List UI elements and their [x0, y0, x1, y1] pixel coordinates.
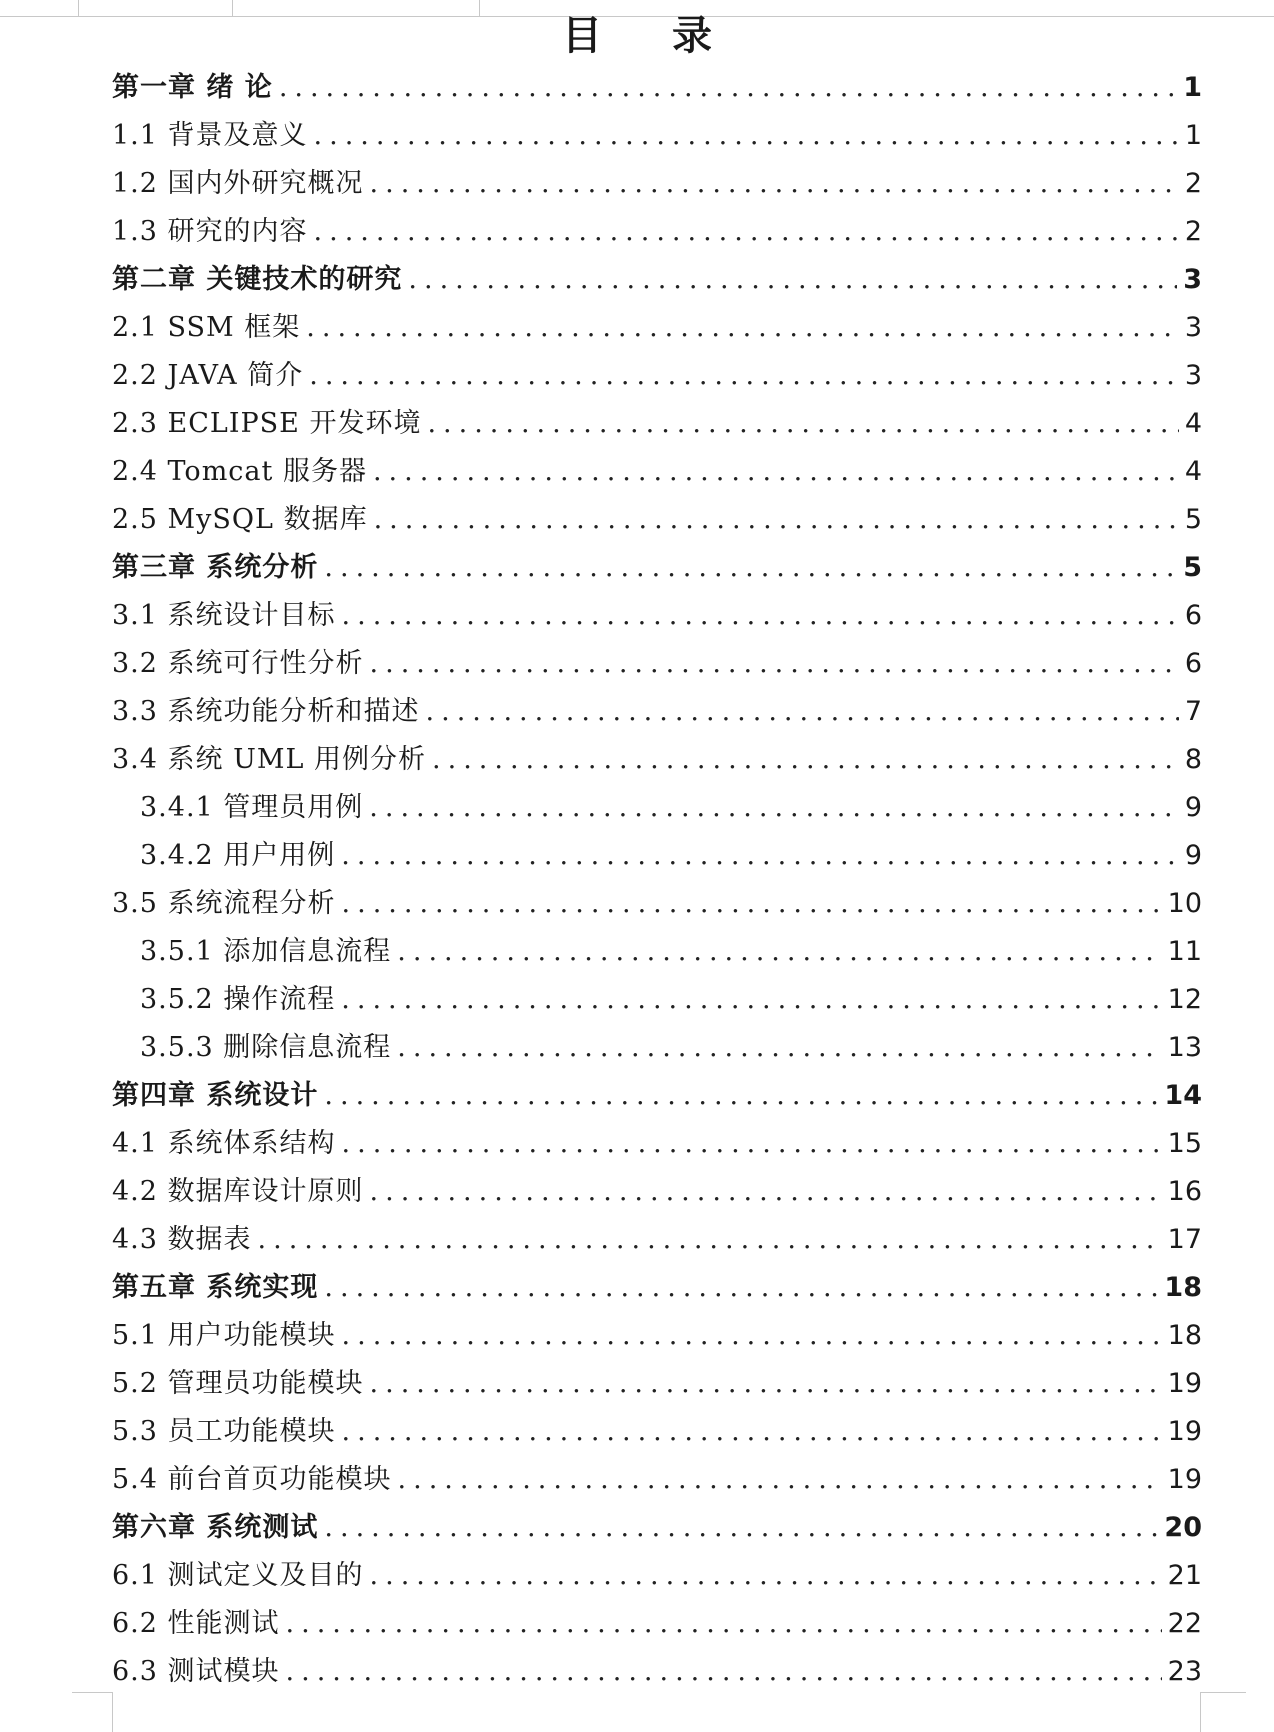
toc-entry-page-number: 9	[1184, 840, 1202, 871]
toc-entry-page-number: 13	[1167, 1032, 1202, 1063]
toc-entry[interactable]	[112, 400, 1202, 448]
toc-entry-label: 3.5 系统流程分析	[112, 888, 336, 919]
toc-entry-label: 3.1 系统设计目标	[112, 600, 336, 631]
toc-entry-page-number: 19	[1167, 1464, 1202, 1495]
toc-entry-label: 1.1 背景及意义	[112, 120, 308, 151]
toc-entry-label: 2.4 Tomcat 服务器	[112, 456, 367, 487]
toc-leader-dots	[369, 784, 1179, 832]
toc-entry-page-number: 2	[1184, 216, 1202, 247]
toc-entry-label: 第二章 关键技术的研究	[112, 264, 403, 295]
toc-entry[interactable]	[112, 448, 1202, 496]
toc-entry[interactable]	[112, 928, 1202, 976]
toc-leader-dots	[370, 160, 1179, 208]
toc-entry[interactable]	[112, 592, 1202, 640]
toc-entry[interactable]	[112, 64, 1202, 112]
toc-entry[interactable]	[112, 304, 1202, 352]
toc-entry[interactable]	[112, 544, 1202, 592]
toc-entry[interactable]	[112, 736, 1202, 784]
toc-leader-dots	[370, 1552, 1162, 1600]
toc-leader-dots	[341, 832, 1179, 880]
toc-leader-dots	[374, 496, 1179, 544]
toc-entry-page-number: 12	[1167, 984, 1202, 1015]
toc-entry-label: 3.5.1 添加信息流程	[140, 936, 392, 967]
toc-entry-label: 5.3 员工功能模块	[112, 1416, 336, 1447]
toc-entry[interactable]	[112, 784, 1202, 832]
toc-leader-dots	[324, 1264, 1158, 1312]
toc-entry-page-number: 15	[1167, 1128, 1202, 1159]
toc-entry-page-number: 7	[1184, 696, 1202, 727]
toc-entry-page-number: 19	[1167, 1416, 1202, 1447]
toc-entry-label: 3.5.3 删除信息流程	[140, 1032, 392, 1063]
toc-leader-dots	[258, 1216, 1162, 1264]
toc-entry-page-number: 18	[1164, 1272, 1202, 1303]
toc-entry-label: 3.4 系统 UML 用例分析	[112, 744, 427, 775]
toc-entry-page-number: 10	[1167, 888, 1202, 919]
table-of-contents	[112, 64, 1202, 1696]
toc-entry-label: 3.4.2 用户用例	[140, 840, 336, 871]
toc-entry-label: 1.3 研究的内容	[112, 216, 308, 247]
toc-entry-page-number: 18	[1167, 1320, 1202, 1351]
toc-entry-label: 2.1 SSM 框架	[112, 312, 301, 343]
toc-leader-dots	[342, 1312, 1162, 1360]
toc-entry-label: 第六章 系统测试	[112, 1512, 319, 1543]
toc-leader-dots	[314, 112, 1179, 160]
toc-entry[interactable]	[112, 352, 1202, 400]
toc-leader-dots	[426, 688, 1179, 736]
toc-entry[interactable]	[112, 880, 1202, 928]
toc-leader-dots	[397, 1024, 1161, 1072]
toc-leader-dots	[427, 400, 1178, 448]
toc-entry-label: 3.2 系统可行性分析	[112, 648, 364, 679]
toc-entry[interactable]	[112, 1408, 1202, 1456]
toc-entry[interactable]	[112, 1552, 1202, 1600]
toc-leader-dots	[408, 256, 1177, 304]
toc-entry[interactable]	[112, 1024, 1202, 1072]
toc-entry-label: 6.1 测试定义及目的	[112, 1560, 364, 1591]
toc-entry-page-number: 11	[1167, 936, 1202, 967]
toc-leader-dots	[398, 1456, 1162, 1504]
toc-entry-label: 3.3 系统功能分析和描述	[112, 696, 420, 727]
toc-entry-label: 第四章 系统设计	[112, 1080, 319, 1111]
toc-entry-page-number: 1	[1183, 72, 1202, 103]
toc-title: 目 录	[562, 13, 740, 59]
toc-leader-dots	[370, 1168, 1162, 1216]
toc-entry[interactable]	[112, 1072, 1202, 1120]
toc-leader-dots	[342, 1408, 1162, 1456]
toc-entry-page-number: 23	[1167, 1656, 1202, 1687]
toc-entry-label: 6.3 测试模块	[112, 1656, 280, 1687]
toc-entry[interactable]	[112, 1456, 1202, 1504]
toc-entry-page-number: 3	[1183, 264, 1202, 295]
toc-leader-dots	[341, 976, 1161, 1024]
toc-entry-label: 4.3 数据表	[112, 1224, 252, 1255]
toc-entry[interactable]	[112, 832, 1202, 880]
toc-entry[interactable]	[112, 1120, 1202, 1168]
toc-entry[interactable]	[112, 160, 1202, 208]
toc-entry-page-number: 5	[1184, 504, 1202, 535]
toc-leader-dots	[370, 640, 1179, 688]
toc-entry-label: 4.1 系统体系结构	[112, 1128, 336, 1159]
toc-entry-page-number: 22	[1167, 1608, 1202, 1639]
toc-entry[interactable]	[112, 1264, 1202, 1312]
toc-leader-dots	[279, 64, 1177, 112]
toc-entry-label: 第一章 绪 论	[112, 72, 273, 103]
toc-entry-label: 第三章 系统分析	[112, 552, 319, 583]
toc-entry-page-number: 16	[1167, 1176, 1202, 1207]
toc-leader-dots	[324, 1504, 1158, 1552]
toc-leader-dots	[342, 592, 1179, 640]
toc-entry[interactable]	[112, 640, 1202, 688]
toc-entry-page-number: 19	[1167, 1368, 1202, 1399]
toc-entry[interactable]	[112, 1168, 1202, 1216]
page-corner-mark	[72, 1692, 113, 1732]
toc-entry-label: 5.2 管理员功能模块	[112, 1368, 364, 1399]
toc-entry-page-number: 6	[1184, 648, 1202, 679]
toc-entry[interactable]	[112, 976, 1202, 1024]
toc-entry-label: 2.2 JAVA 简介	[112, 360, 304, 391]
toc-entry-page-number: 6	[1184, 600, 1202, 631]
toc-leader-dots	[306, 304, 1179, 352]
toc-entry-label: 3.4.1 管理员用例	[140, 792, 364, 823]
toc-leader-dots	[324, 1072, 1158, 1120]
toc-entry-page-number: 2	[1184, 168, 1202, 199]
toc-leader-dots	[314, 208, 1179, 256]
toc-entry-page-number: 21	[1167, 1560, 1202, 1591]
toc-entry[interactable]	[112, 1312, 1202, 1360]
toc-entry-page-number: 8	[1184, 744, 1202, 775]
toc-entry-label: 2.3 ECLIPSE 开发环境	[112, 408, 422, 439]
toc-leader-dots	[373, 448, 1179, 496]
toc-leader-dots	[342, 1120, 1162, 1168]
toc-entry-page-number: 4	[1184, 408, 1202, 439]
page-corner-mark	[1200, 1692, 1246, 1732]
toc-entry-page-number: 20	[1164, 1512, 1202, 1543]
toc-entry-page-number: 5	[1183, 552, 1202, 583]
toc-entry-label: 5.1 用户功能模块	[112, 1320, 336, 1351]
toc-entry[interactable]	[112, 1504, 1202, 1552]
toc-entry-label: 第五章 系统实现	[112, 1272, 319, 1303]
toc-entry-label: 5.4 前台首页功能模块	[112, 1464, 392, 1495]
toc-entry[interactable]	[112, 1216, 1202, 1264]
toc-entry-label: 6.2 性能测试	[112, 1608, 280, 1639]
toc-entry-label: 3.5.2 操作流程	[140, 984, 336, 1015]
toc-entry-page-number: 14	[1164, 1080, 1202, 1111]
toc-entry[interactable]	[112, 112, 1202, 160]
toc-leader-dots	[286, 1648, 1162, 1696]
toc-leader-dots	[432, 736, 1179, 784]
toc-entry[interactable]	[112, 1648, 1202, 1696]
toc-leader-dots	[397, 928, 1161, 976]
toc-entry[interactable]	[112, 496, 1202, 544]
toc-leader-dots	[286, 1600, 1162, 1648]
toc-entry-page-number: 1	[1184, 120, 1202, 151]
toc-entry[interactable]	[112, 688, 1202, 736]
toc-entry-page-number: 3	[1184, 312, 1202, 343]
toc-entry[interactable]	[112, 1360, 1202, 1408]
toc-leader-dots	[324, 544, 1177, 592]
toc-leader-dots	[309, 352, 1179, 400]
toc-leader-dots	[370, 1360, 1162, 1408]
toc-entry[interactable]	[112, 1600, 1202, 1648]
toc-entry-label: 1.2 国内外研究概况	[112, 168, 364, 199]
toc-entry-page-number: 17	[1167, 1224, 1202, 1255]
toc-entry-label: 2.5 MySQL 数据库	[112, 504, 368, 535]
toc-entry-label: 4.2 数据库设计原则	[112, 1176, 364, 1207]
toc-entry[interactable]	[112, 208, 1202, 256]
toc-leader-dots	[342, 880, 1162, 928]
toc-entry-page-number: 9	[1184, 792, 1202, 823]
toc-entry-page-number: 4	[1184, 456, 1202, 487]
toc-entry[interactable]	[112, 256, 1202, 304]
toc-entry-page-number: 3	[1184, 360, 1202, 391]
